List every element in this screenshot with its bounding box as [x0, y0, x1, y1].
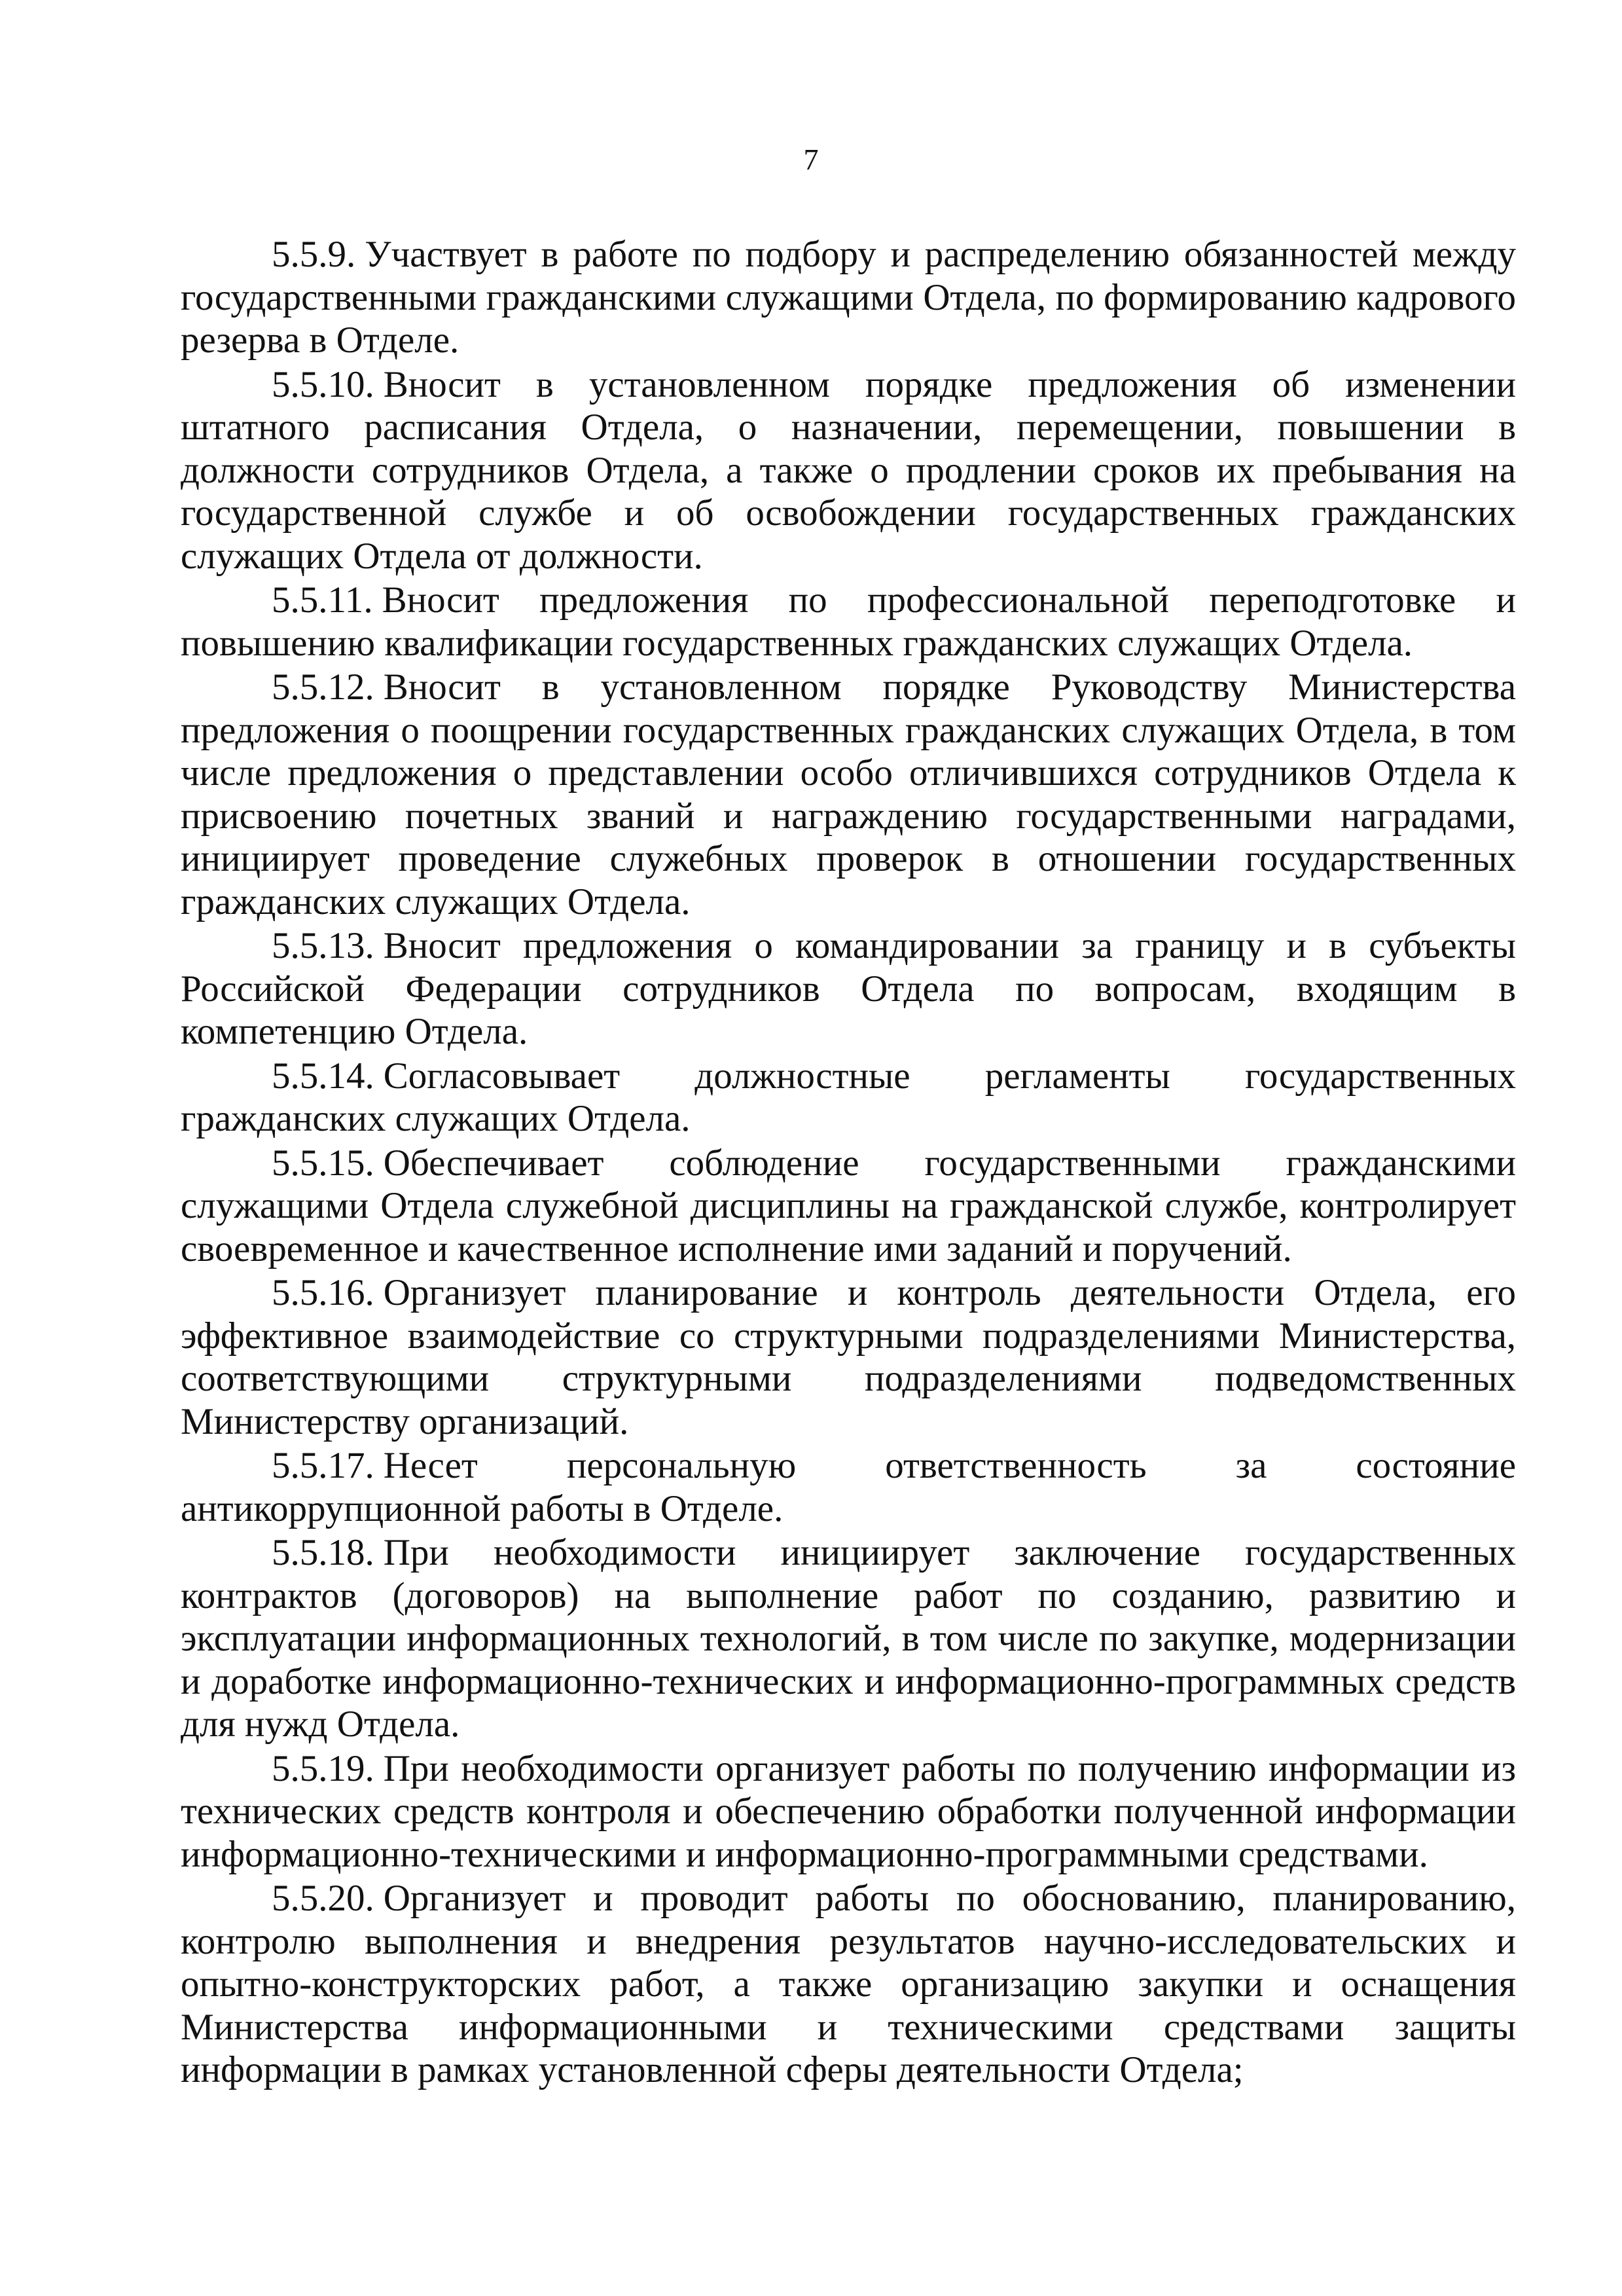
- paragraph-5-5-13: [181, 924, 1516, 1053]
- paragraph-5-5-15: [181, 1142, 1516, 1271]
- paragraph-text: Вносит предложения по профессиональной переподготовке и повышению квалификации государственных гражданских служащих Отдела.: [181, 579, 1516, 664]
- paragraph-text: Согласовывает должностные регламенты государственных гражданских служащих Отдела.: [181, 1055, 1516, 1139]
- document-body: [181, 233, 1516, 2093]
- paragraph-5-5-18: [181, 1531, 1516, 1746]
- paragraph-text: Вносит в установленном порядке предложения об изменении штатного расписания Отдела, о назначении, перемещении, повышении в должности сотрудников Отдела, а также о продлении сроков их пребывания на государственной службе и об освобождении государственных гражданских служащих Отдела от должности.: [181, 363, 1516, 577]
- paragraph-5-5-16: [181, 1271, 1516, 1443]
- page-number: 7: [803, 143, 819, 176]
- paragraph-text: Обеспечивает соблюдение государственными гражданскими служащими Отдела служебной дисциплины на гражданской службе, контролирует своевременное и качественное исполнение ими заданий и поручений.: [181, 1142, 1516, 1269]
- paragraph-5-5-20: [181, 1877, 1516, 2092]
- paragraph-number: 5.5.19.: [272, 1747, 374, 1789]
- paragraph-number: 5.5.9.: [272, 234, 356, 275]
- paragraph-5-5-11: [181, 579, 1516, 665]
- paragraph-number: 5.5.17.: [272, 1445, 374, 1486]
- paragraph-number: 5.5.10.: [272, 363, 374, 405]
- paragraph-text: Организует и проводит работы по обоснованию, планированию, контролю выполнения и внедрения результатов научно-исследовательских и опытно-конструкторских работ, а также организацию закупки и оснащения Министерства информационными и техническими средствами защиты информации в рамках установленной сферы деятельности Отдела;: [181, 1878, 1516, 2090]
- paragraph-number: 5.5.13.: [272, 925, 374, 966]
- paragraph-5-5-9: [181, 233, 1516, 362]
- paragraph-text: Вносит предложения о командировании за границу и в субъекты Российской Федерации сотрудников Отдела по вопросам, входящим в компетенцию Отдела.: [181, 925, 1516, 1052]
- paragraph-number: 5.5.14.: [272, 1055, 374, 1097]
- paragraph-text: При необходимости инициирует заключение государственных контрактов (договоров) на выполнение работ по созданию, развитию и эксплуатации информационных технологий, в том числе по закупке, модернизации и доработке информационно-технических и информационно-программных средств для нужд Отдела.: [181, 1532, 1516, 1745]
- paragraph-5-5-19: [181, 1747, 1516, 1876]
- paragraph-text: При необходимости организует работы по получению информации из технических средств контроля и обеспечению обработки полученной информации информационно-техническими и информационно-программными средствами.: [181, 1747, 1516, 1875]
- paragraph-number: 5.5.12.: [272, 666, 374, 708]
- paragraph-number: 5.5.11.: [272, 579, 373, 621]
- paragraph-5-5-10: [181, 363, 1516, 578]
- paragraph-text: Вносит в установленном порядке Руководству Министерства предложения о поощрении государственных гражданских служащих Отдела, в том числе предложения о представлении особо отличившихся сотрудников Отдела к присвоению почетных званий и награждению государственными наградами, инициирует проведение служебных проверок в отношении государственных гражданских служащих Отдела.: [181, 666, 1516, 922]
- paragraph-5-5-17: [181, 1444, 1516, 1530]
- paragraph-number: 5.5.16.: [272, 1272, 374, 1313]
- paragraph-5-5-12: [181, 666, 1516, 923]
- paragraph-text: Несет персональную ответственность за состояние антикоррупционной работы в Отделе.: [181, 1445, 1516, 1529]
- paragraph-text: Организует планирование и контроль деятельности Отдела, его эффективное взаимодействие со структурными подразделениями Министерства, соответствующими структурными подразделениями подведомственных Министерству организаций.: [181, 1272, 1516, 1442]
- paragraph-number: 5.5.20.: [272, 1878, 374, 1919]
- paragraph-5-5-14: [181, 1055, 1516, 1140]
- paragraph-number: 5.5.15.: [272, 1142, 374, 1184]
- paragraph-text: Участвует в работе по подбору и распределению обязанностей между государственными гражданскими служащими Отдела, по формированию кадрового резерва в Отделе.: [181, 234, 1516, 361]
- paragraph-number: 5.5.18.: [272, 1532, 374, 1573]
